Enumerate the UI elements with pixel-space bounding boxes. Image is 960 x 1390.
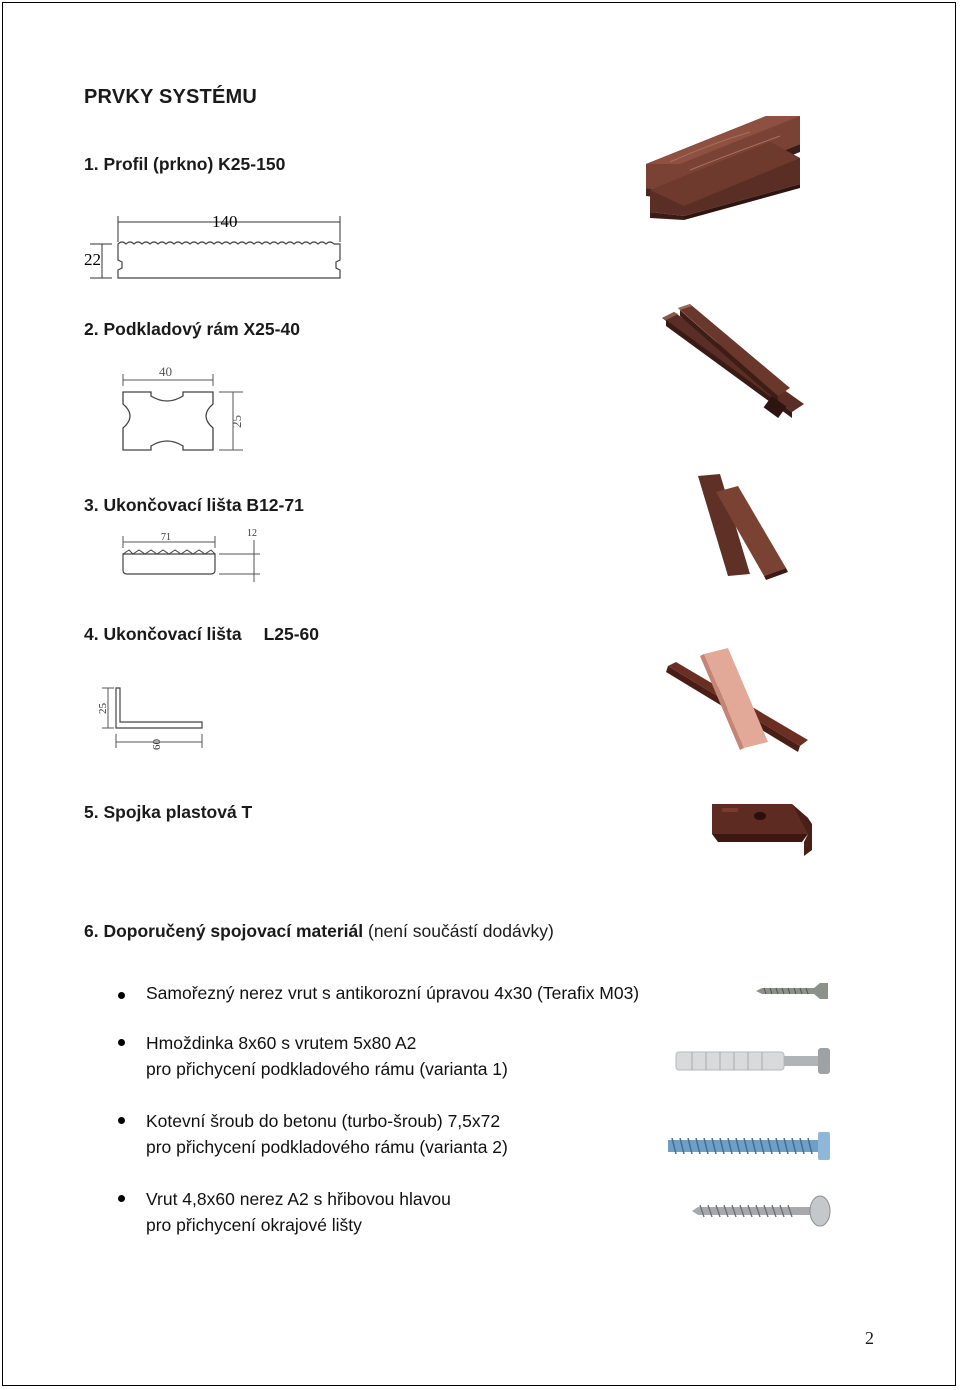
list-item-1-text: Samořezný nerez vrut s antikorozní úpravou 4x30 (Terafix M03)	[146, 983, 640, 1003]
section-3-heading: 3. Ukončovací lišta B12-71	[84, 495, 304, 515]
profile-k25-drawing	[82, 206, 347, 291]
list-item-1	[146, 980, 639, 1006]
list-item-4	[146, 1186, 451, 1238]
bullet-3	[118, 1117, 125, 1124]
list-item-2-line-2: pro přichycení podkladového rámu (varianta 1)	[146, 1059, 508, 1079]
bullet-1	[118, 992, 125, 999]
section-2-heading: 2. Podkladový rám X25-40	[84, 319, 300, 339]
page-title: PRVKY SYSTÉMU	[84, 86, 258, 108]
section-6-heading	[84, 921, 554, 942]
profile-k25-photo	[640, 114, 802, 220]
dowel-photo	[672, 1042, 834, 1080]
trim-b12-drawing	[115, 526, 270, 588]
frame-x25-width-label: 40	[159, 364, 172, 379]
profile-k25-height-label: 22	[84, 250, 101, 269]
profile-k25-width-label: 140	[212, 212, 238, 231]
trim-b12-width-label: 71	[161, 532, 171, 543]
bullet-4	[118, 1195, 125, 1202]
screw-terafix-photo	[754, 980, 830, 1002]
frame-x25-photo	[658, 304, 806, 424]
list-item-3	[146, 1108, 508, 1160]
bullet-2	[118, 1039, 125, 1046]
section-4-label: 4. Ukončovací lišta	[84, 624, 242, 644]
trim-b12-height-label: 12	[247, 528, 257, 539]
list-item-3-line-1: Kotevní šroub do betonu (turbo-šroub) 7,5x72	[146, 1111, 501, 1131]
concrete-screw-photo	[664, 1128, 834, 1164]
trim-b12-photo	[692, 472, 792, 580]
list-item-3-line-2: pro přichycení podkladového rámu (varianta 2)	[146, 1137, 508, 1157]
list-item-4-line-2: pro přichycení okrajové lišty	[146, 1215, 362, 1235]
list-item-2	[146, 1030, 508, 1082]
trim-l25-height-label: 25	[97, 703, 109, 714]
section-6-note: (není součástí dodávky)	[368, 921, 554, 941]
connector-t-photo	[708, 794, 818, 860]
list-item-2-line-1: Hmoždinka 8x60 s vrutem 5x80 A2	[146, 1033, 417, 1053]
frame-x25-height-label: 25	[229, 415, 244, 428]
mushroom-head-screw-photo	[688, 1194, 834, 1228]
trim-l25-drawing	[94, 680, 214, 760]
section-4-code: L25-60	[263, 624, 320, 644]
section-5-heading: 5. Spojka plastová T	[84, 802, 253, 822]
section-6-label: 6. Doporučený spojovací materiál	[84, 921, 364, 941]
section-4-heading	[84, 624, 319, 645]
section-1-heading: 1. Profil (prkno) K25-150	[84, 154, 286, 174]
list-item-4-line-1: Vrut 4,8x60 nerez A2 s hřibovou hlavou	[146, 1189, 451, 1209]
page-number: 2	[865, 1328, 874, 1348]
trim-l25-photo	[664, 646, 810, 754]
frame-x25-drawing	[115, 362, 250, 462]
trim-l25-width-label: 60	[151, 739, 163, 750]
